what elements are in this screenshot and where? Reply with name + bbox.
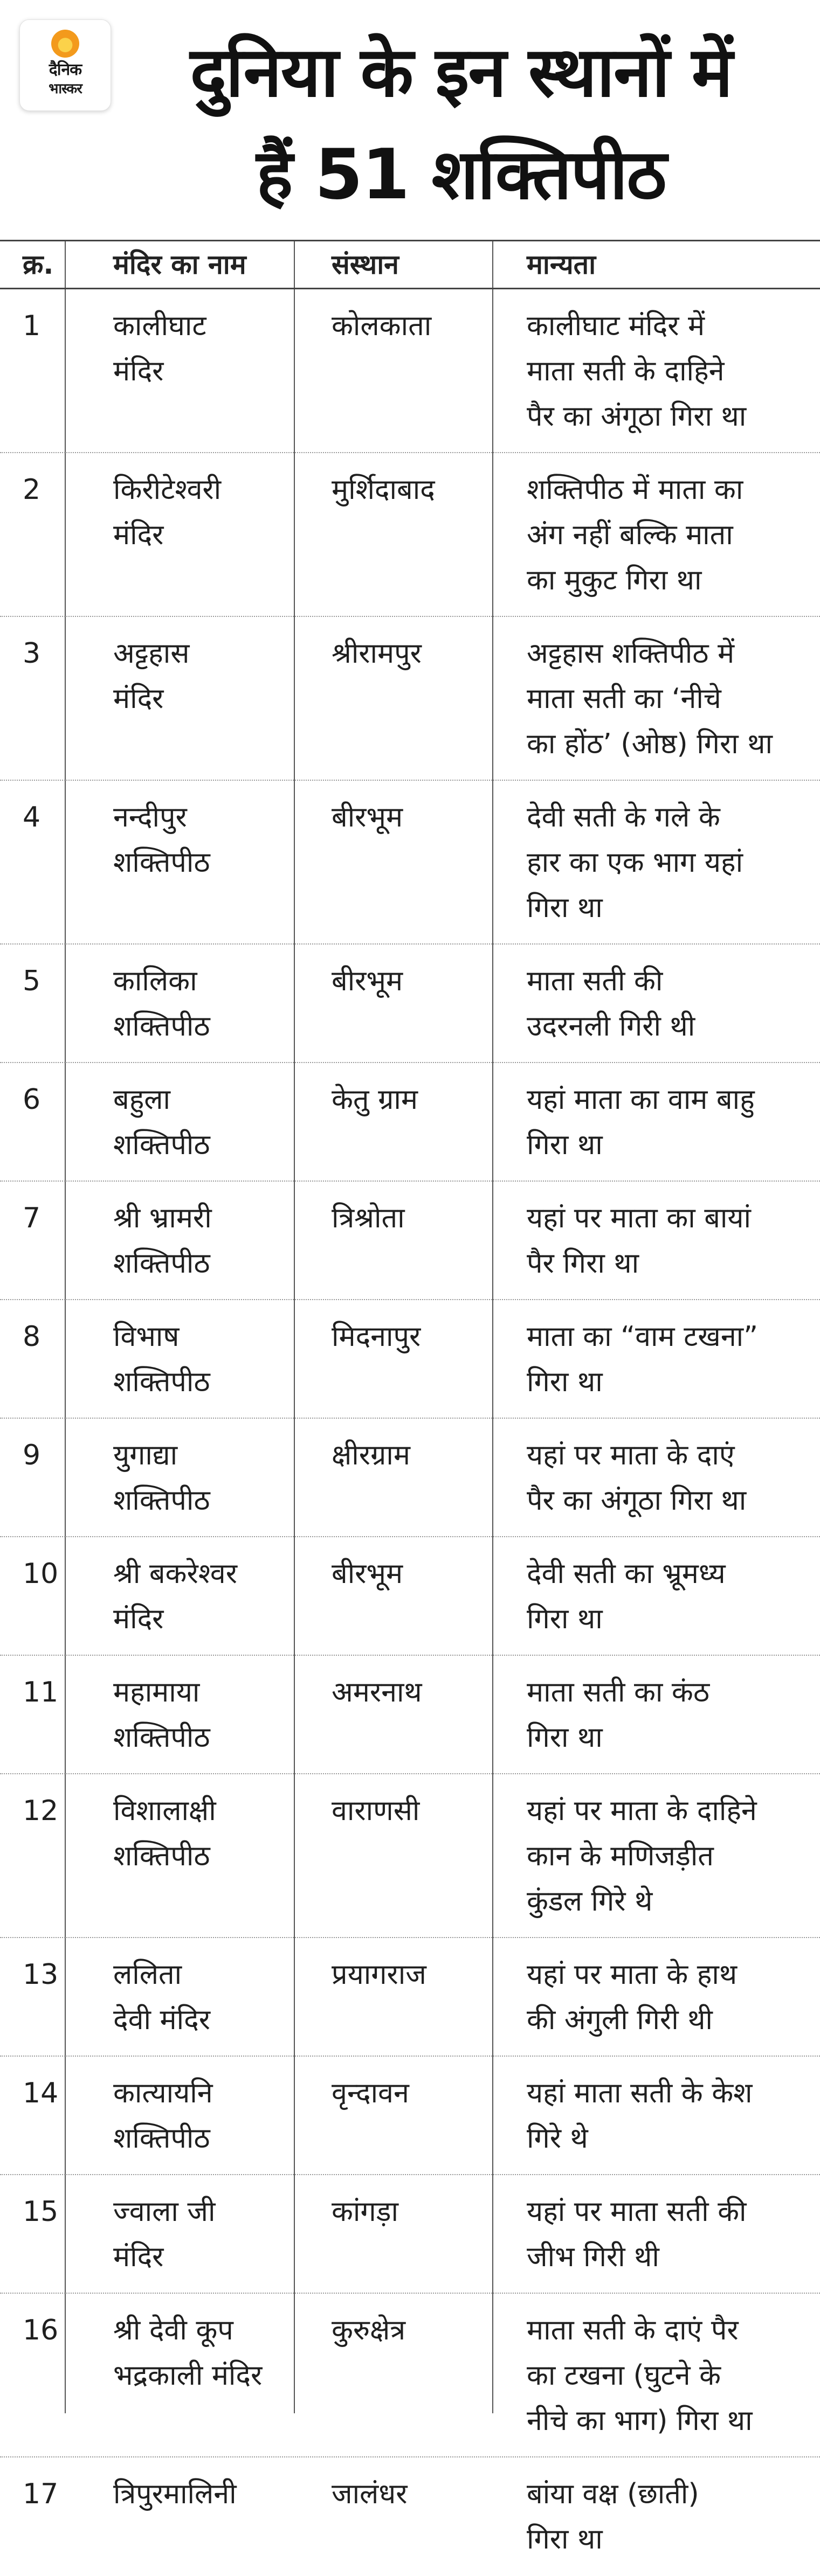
table-row xyxy=(0,2057,820,2175)
table-body xyxy=(0,289,820,2576)
serial-cell: 15 xyxy=(23,2196,59,2228)
serial-cell: 7 xyxy=(23,1202,41,1234)
belief-cell: देवी सती का भ्रूमध्य गिरा था xyxy=(527,1558,726,1635)
location-cell: प्रयागराज xyxy=(332,1959,426,1991)
location-cell: अमरनाथ xyxy=(332,1676,422,1709)
temple-name-cell: विभाष शक्तिपीठ xyxy=(113,1321,210,1398)
location-cell: त्रिश्रोता xyxy=(332,1202,405,1234)
serial-cell: 11 xyxy=(23,1676,59,1709)
serial-cell: 10 xyxy=(23,1558,59,1590)
belief-cell: अट्टहास शक्तिपीठ में माता सती का ‘नीचे का होंठ’ (ओष्ठ) गिरा था xyxy=(527,637,773,760)
belief-cell: यहां पर माता सती की जीभ गिरी थी xyxy=(527,2196,747,2273)
serial-cell: 4 xyxy=(23,801,41,834)
header-serial: क्र. xyxy=(23,249,54,280)
temple-name-cell: युगाद्या शक्तिपीठ xyxy=(113,1439,210,1517)
serial-cell: 16 xyxy=(23,2314,59,2346)
header-location: संस्थान xyxy=(332,249,399,280)
table-row xyxy=(0,781,820,945)
belief-cell: कालीघाट मंदिर में माता सती के दाहिने पैर का अंगूठा गिरा था xyxy=(527,310,747,433)
temple-name-cell: ललिता देवी मंदिर xyxy=(113,1959,210,2036)
location-cell: बीरभूम xyxy=(332,801,403,834)
temple-name-cell: बहुला शक्तिपीठ xyxy=(113,1084,210,1161)
belief-cell: माता सती के दाएं पैर का टखना (घुटने के नीचे का भाग) गिरा था xyxy=(527,2314,753,2437)
belief-cell: यहां पर माता के दाहिने कान के मणिजड़ीत कुंडल गिरे थे xyxy=(527,1795,757,1918)
table-row xyxy=(0,617,820,781)
header xyxy=(0,0,820,240)
serial-cell: 13 xyxy=(23,1959,59,1991)
table-row xyxy=(0,1063,820,1182)
title-line-1: दुनिया के इन स्थानों में xyxy=(190,32,732,113)
temple-name-cell: नन्दीपुर शक्तिपीठ xyxy=(113,801,210,879)
temple-name-cell: कात्यायनि शक्तिपीठ xyxy=(113,2077,213,2155)
temple-name-cell: महामाया शक्तिपीठ xyxy=(113,1676,210,1754)
serial-cell: 1 xyxy=(23,310,41,342)
location-cell: मुर्शिदाबाद xyxy=(332,474,435,506)
logo-text-line2: भास्कर xyxy=(49,81,82,97)
table-row xyxy=(0,1182,820,1300)
table-row xyxy=(0,2175,820,2294)
location-cell: बीरभूम xyxy=(332,965,403,997)
belief-cell: यहां पर माता के दाएं पैर का अंगूठा गिरा था xyxy=(527,1439,747,1517)
dainik-bhaskar-logo xyxy=(19,19,111,111)
belief-cell: माता का “वाम टखना” गिरा था xyxy=(527,1321,759,1398)
belief-cell: माता सती का कंठ गिरा था xyxy=(527,1676,710,1754)
serial-cell: 5 xyxy=(23,965,41,997)
location-cell: क्षीरग्राम xyxy=(332,1439,410,1471)
table-row xyxy=(0,1300,820,1419)
serial-cell: 6 xyxy=(23,1084,41,1116)
temple-name-cell: किरीटेश्वरी मंदिर xyxy=(113,474,222,551)
table-row xyxy=(0,945,820,1063)
location-cell: कुरुक्षेत्र xyxy=(332,2314,406,2346)
location-cell: श्रीरामपुर xyxy=(332,637,422,670)
belief-cell: यहां पर माता के हाथ की अंगुली गिरी थी xyxy=(527,1959,738,2036)
shaktipeeth-table xyxy=(0,240,820,2576)
table-row xyxy=(0,2294,820,2457)
location-cell: जालंधर xyxy=(332,2478,408,2510)
serial-cell: 9 xyxy=(23,1439,41,1471)
temple-name-cell: श्री देवी कूप भद्रकाली मंदिर xyxy=(113,2314,263,2392)
location-cell: मिदनापुर xyxy=(332,1321,421,1353)
belief-cell: बांया वक्ष (छाती) गिरा था xyxy=(527,2478,699,2556)
serial-cell: 2 xyxy=(23,474,41,506)
serial-cell: 12 xyxy=(23,1795,59,1827)
title-line-2: हैं 51 शक्तिपीठ xyxy=(256,135,666,215)
header-temple-name: मंदिर का नाम xyxy=(113,249,246,280)
temple-name-cell: श्री बकरेश्वर मंदिर xyxy=(113,1558,237,1635)
belief-cell: शक्तिपीठ में माता का अंग नहीं बल्कि माता का मुकुट गिरा था xyxy=(527,474,743,596)
temple-name-cell: त्रिपुरमालिनी xyxy=(113,2478,237,2510)
table-row xyxy=(0,1656,820,1774)
location-cell: केतु ग्राम xyxy=(332,1084,418,1116)
page-title xyxy=(116,22,806,226)
location-cell: वाराणसी xyxy=(332,1795,420,1827)
belief-cell: देवी सती के गले के हार का एक भाग यहां गिरा था xyxy=(527,801,743,924)
location-cell: कोलकाता xyxy=(332,310,432,342)
serial-cell: 14 xyxy=(23,2077,59,2109)
location-cell: वृन्दावन xyxy=(332,2077,409,2109)
serial-cell: 8 xyxy=(23,1321,41,1353)
table-row xyxy=(0,2457,820,2576)
table-row xyxy=(0,1938,820,2057)
location-cell: कांगड़ा xyxy=(332,2196,398,2228)
serial-cell: 3 xyxy=(23,637,41,670)
temple-name-cell: अट्टहास मंदिर xyxy=(113,637,190,715)
table-row xyxy=(0,453,820,617)
header-belief: मान्यता xyxy=(527,249,596,280)
table-row xyxy=(0,1537,820,1656)
temple-name-cell: ज्वाला जी मंदिर xyxy=(113,2196,216,2273)
belief-cell: माता सती की उदरनली गिरी थी xyxy=(527,965,695,1043)
table-row xyxy=(0,1774,820,1938)
belief-cell: यहां माता सती के केश गिरे थे xyxy=(527,2077,753,2155)
table-row xyxy=(0,1419,820,1537)
table-row xyxy=(0,289,820,453)
belief-cell: यहां पर माता का बायां पैर गिरा था xyxy=(527,1202,752,1280)
location-cell: बीरभूम xyxy=(332,1558,403,1590)
temple-name-cell: विशालाक्षी शक्तिपीठ xyxy=(113,1795,216,1872)
serial-cell: 17 xyxy=(23,2478,59,2510)
temple-name-cell: कालीघाट मंदिर xyxy=(113,310,206,387)
temple-name-cell: कालिका शक्तिपीठ xyxy=(113,965,210,1043)
sun-logo-icon xyxy=(51,30,79,58)
belief-cell: यहां माता का वाम बाहु गिरा था xyxy=(527,1084,755,1161)
temple-name-cell: श्री भ्रामरी शक्तिपीठ xyxy=(113,1202,212,1280)
table-header xyxy=(0,240,820,289)
logo-text-line1: दैनिक xyxy=(49,60,82,79)
